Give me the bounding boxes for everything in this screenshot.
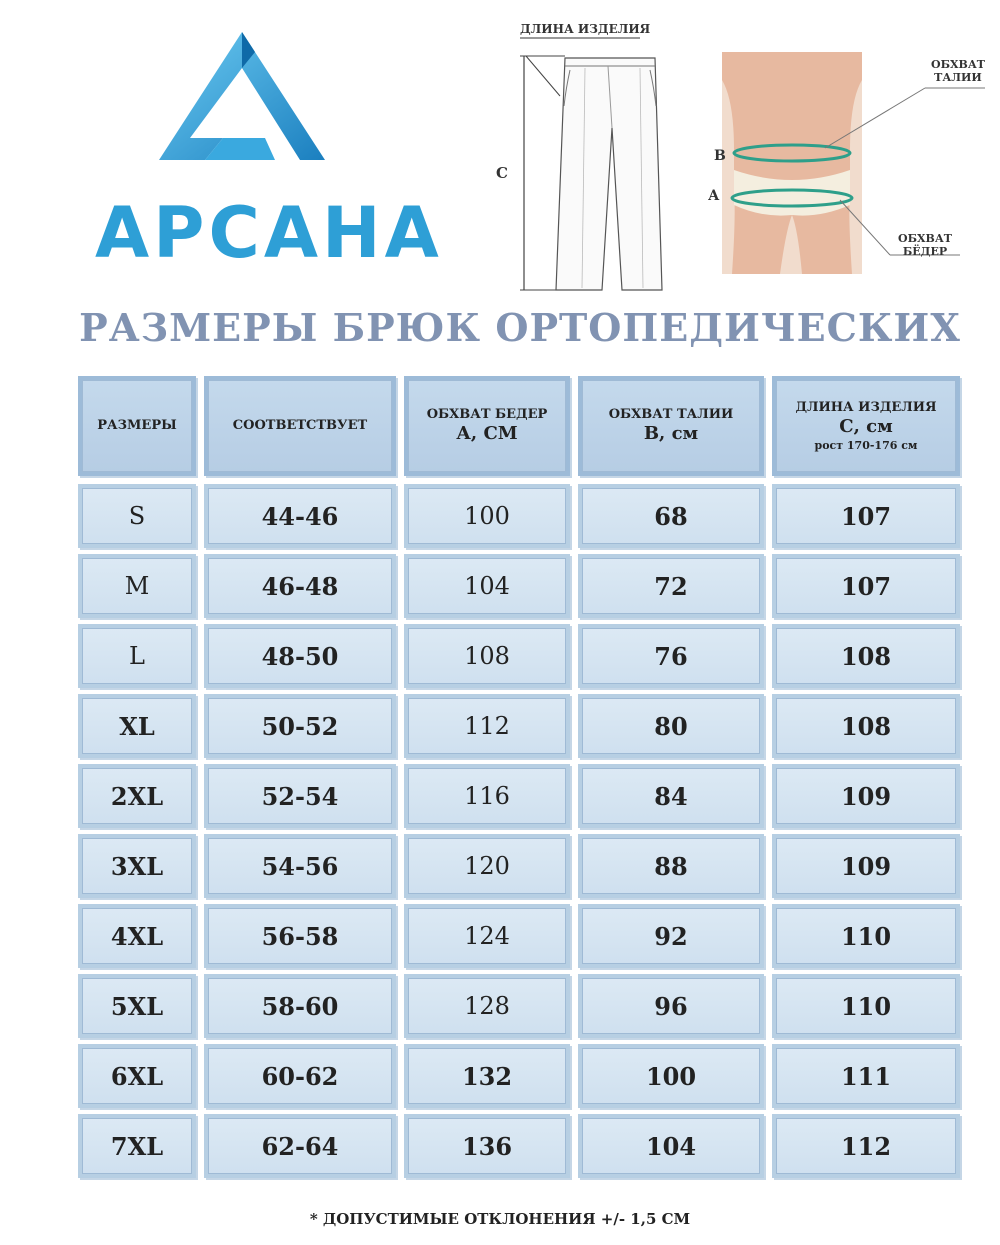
length-cell: 107 bbox=[772, 484, 960, 548]
size-table bbox=[78, 376, 964, 1182]
header-hips-unit: А, СМ bbox=[456, 422, 518, 444]
header-size-label: РАЗМЕРЫ bbox=[97, 417, 177, 433]
triangle-logo-icon bbox=[95, 20, 395, 190]
hips-cell: 124 bbox=[404, 904, 570, 968]
pants-length-diagram bbox=[490, 18, 690, 303]
waist-label: ОБХВАТ ТАЛИИ bbox=[931, 58, 985, 84]
corresponds-cell: 56-58 bbox=[204, 904, 396, 968]
waist-cell: 72 bbox=[578, 554, 764, 618]
hips-cell: 100 bbox=[404, 484, 570, 548]
length-cell: 108 bbox=[772, 694, 960, 758]
header-corresponds-label: СООТВЕТСТВУЕТ bbox=[232, 417, 368, 433]
corresponds-cell: 50-52 bbox=[204, 694, 396, 758]
corresponds-cell: 54-56 bbox=[204, 834, 396, 898]
waist-cell: 84 bbox=[578, 764, 764, 828]
size-cell: 7XL bbox=[78, 1114, 196, 1178]
header-waist-unit: В, см bbox=[643, 422, 699, 444]
header-corresponds bbox=[204, 376, 396, 476]
waist-cell: 100 bbox=[578, 1044, 764, 1108]
trousers-icon bbox=[490, 18, 690, 303]
hips-cell: 128 bbox=[404, 974, 570, 1038]
hips-cell: 136 bbox=[404, 1114, 570, 1178]
header-hips-label: ОБХВАТ БЕДЕР bbox=[426, 406, 548, 422]
size-cell: XL bbox=[78, 694, 196, 758]
length-label: ДЛИНА ИЗДЕЛИЯ bbox=[520, 22, 651, 36]
header-length-unit: С, см bbox=[839, 416, 893, 437]
b-marker: В bbox=[714, 148, 726, 164]
waist-cell: 80 bbox=[578, 694, 764, 758]
header-hips bbox=[404, 376, 570, 476]
page-title: РАЗМЕРЫ БРЮК ОРТОПЕДИЧЕСКИХ bbox=[79, 305, 961, 350]
size-cell: 6XL bbox=[78, 1044, 196, 1108]
length-cell: 111 bbox=[772, 1044, 960, 1108]
corresponds-cell: 52-54 bbox=[204, 764, 396, 828]
size-cell: S bbox=[78, 484, 196, 548]
size-cell: 2XL bbox=[78, 764, 196, 828]
waist-cell: 92 bbox=[578, 904, 764, 968]
corresponds-cell: 60-62 bbox=[204, 1044, 396, 1108]
length-cell: 109 bbox=[772, 764, 960, 828]
waist-cell: 88 bbox=[578, 834, 764, 898]
brand-logo bbox=[95, 20, 443, 274]
header-size bbox=[78, 376, 196, 476]
brand-name: АРСАНА bbox=[95, 192, 443, 274]
corresponds-cell: 44-46 bbox=[204, 484, 396, 548]
waist-cell: 104 bbox=[578, 1114, 764, 1178]
header-waist bbox=[578, 376, 764, 476]
body-measure-diagram bbox=[700, 40, 1000, 285]
size-cell: 4XL bbox=[78, 904, 196, 968]
length-cell: 108 bbox=[772, 624, 960, 688]
length-cell: 112 bbox=[772, 1114, 960, 1178]
corresponds-cell: 58-60 bbox=[204, 974, 396, 1038]
size-cell: 3XL bbox=[78, 834, 196, 898]
header-length-label: ДЛИНА ИЗДЕЛИЯ bbox=[795, 399, 937, 415]
waist-cell: 96 bbox=[578, 974, 764, 1038]
hips-label: ОБХВАТ БЁДЕР bbox=[898, 232, 952, 258]
size-cell: M bbox=[78, 554, 196, 618]
waist-cell: 76 bbox=[578, 624, 764, 688]
size-cell: L bbox=[78, 624, 196, 688]
c-marker: С bbox=[496, 164, 508, 182]
header-length-height: рост 170-176 см bbox=[814, 438, 918, 452]
length-cell: 107 bbox=[772, 554, 960, 618]
hips-cell: 120 bbox=[404, 834, 570, 898]
header-waist-label: ОБХВАТ ТАЛИИ bbox=[608, 406, 734, 422]
a-marker: А bbox=[708, 188, 720, 204]
waist-cell: 68 bbox=[578, 484, 764, 548]
corresponds-cell: 62-64 bbox=[204, 1114, 396, 1178]
length-cell: 110 bbox=[772, 974, 960, 1038]
length-cell: 110 bbox=[772, 904, 960, 968]
hips-cell: 104 bbox=[404, 554, 570, 618]
size-cell: 5XL bbox=[78, 974, 196, 1038]
hips-cell: 116 bbox=[404, 764, 570, 828]
header-length bbox=[772, 376, 960, 476]
corresponds-cell: 48-50 bbox=[204, 624, 396, 688]
hips-cell: 108 bbox=[404, 624, 570, 688]
tolerance-footnote: * ДОПУСТИМЫЕ ОТКЛОНЕНИЯ +/- 1,5 СМ bbox=[309, 1210, 691, 1228]
hips-cell: 112 bbox=[404, 694, 570, 758]
corresponds-cell: 46-48 bbox=[204, 554, 396, 618]
length-cell: 109 bbox=[772, 834, 960, 898]
hips-cell: 132 bbox=[404, 1044, 570, 1108]
